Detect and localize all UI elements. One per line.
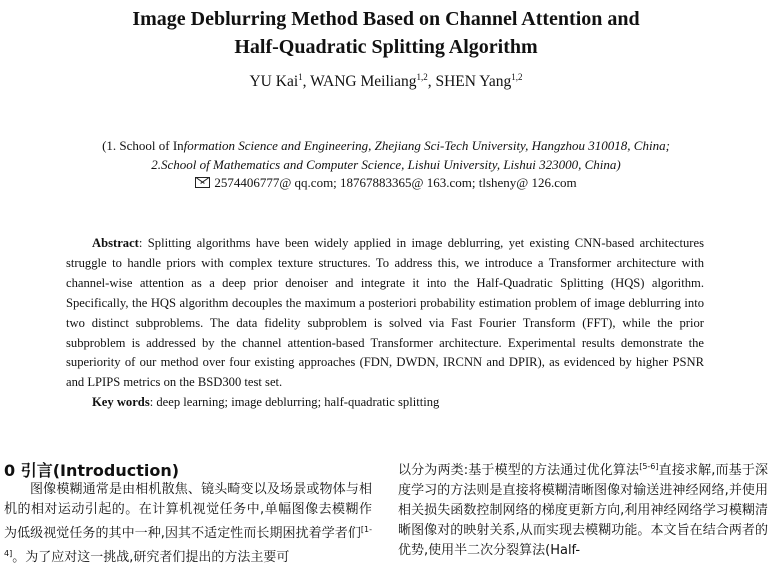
keywords-text: : deep learning; image deblurring; half-quadratic splitting	[149, 395, 440, 410]
body-paragraph-left	[4, 480, 372, 568]
section-heading: 0 引言(Introduction)	[4, 461, 180, 480]
email-addresses: 2574406777@ qq.com; 18767883365@ 163.com; tlsheny@ 126.com	[214, 175, 577, 190]
body-paragraph-right	[398, 457, 768, 561]
abstract-block	[66, 234, 704, 413]
keywords-line	[92, 393, 704, 413]
body-text: 以分为两类:基于模型的方法通过优化算法	[398, 463, 640, 478]
body-column-left	[4, 480, 372, 568]
paper-title-line-1: Image Deblurring Method Based on Channel Attention and	[132, 8, 640, 30]
body-column-right	[398, 457, 768, 561]
body-text: 直接求解,而基于深度学习的方法则是直接将模糊清晰图像对输送进神经网络,并使用相关损失函数控制网络的梯度更新方向,利用神经网络学习模糊清晰图像对的映射关系,从而实现去模糊功能。本文旨在结合两者的优势,使用半二次分裂算法(Half-	[398, 463, 768, 558]
abstract-text: : Splitting algorithms have been widely applied in image deblurring, yet existing CNN-based architectures struggle to handle priors with complex texture structures. To address this, we introduce a Transformer architecture with channel-wise attention as a deep prior denoiser and integrate it into the Half-Quadratic Splitting (HQS) algorithm. Specifically, the HQS algorithm decouples the maximum a posteriori probability estimation problem of image deblurring into two distinct subproblems. The data fidelity subproblem is solved via Fast Fourier Transform (FFT), while the prior subproblem is addressed by the channel attention-based Transformer architecture. Experimental results demonstrate the superiority of our method over four existing approaches (FDN, DWDN, IRCNN and DPIR), as evidenced by higher PSNR and LPIPS metrics on the BSD300 test set.	[66, 236, 704, 390]
author-list: YU Kai$^1$, WANG Meiliang$^{1,2}$, SHEN Yang$^{1,2}$	[249, 72, 523, 91]
author-name: WANG Meiliang	[310, 73, 417, 91]
author-name: YU Kai	[249, 73, 299, 91]
author-name: SHEN Yang	[435, 73, 512, 91]
citation-mark: [1-4]	[4, 525, 372, 558]
mail-icon	[195, 177, 210, 188]
body-text: 图像模糊通常是由相机散焦、镜头畸变以及场景或物体与相机的相对运动引起的。在计算机视觉任务中,单幅图像去模糊作为低级视觉任务的其中一种,因其不适定性而长期困扰着学者们	[4, 482, 372, 541]
affiliation-line-1-rest: formation Science and Engineering, Zhejiang Sci-Tech University, Hangzhou 310018, China;	[183, 138, 670, 153]
abstract-paragraph	[66, 234, 704, 393]
paper-title-line-2: Half-Quadratic Splitting Algorithm	[234, 36, 538, 58]
author-affiliation-mark: 1	[298, 72, 303, 82]
affiliation-line-1	[0, 136, 772, 156]
email-line	[0, 175, 772, 191]
citation-mark: [5-6]	[639, 462, 659, 471]
author-affiliation-mark: 1,2	[416, 72, 428, 82]
affiliation-line-1-prefix: (1. School of In	[102, 138, 184, 153]
author-affiliation-mark: 1,2	[511, 72, 523, 82]
affiliation-line-2: 2.School of Mathematics and Computer Science, Lishui University, Lishui 323000, China)	[151, 157, 621, 172]
abstract-label: Abstract	[92, 236, 139, 250]
keywords-label: Key words	[92, 395, 150, 410]
body-text: 。为了应对这一挑战,研究者们提出的方法主要可	[12, 550, 290, 565]
